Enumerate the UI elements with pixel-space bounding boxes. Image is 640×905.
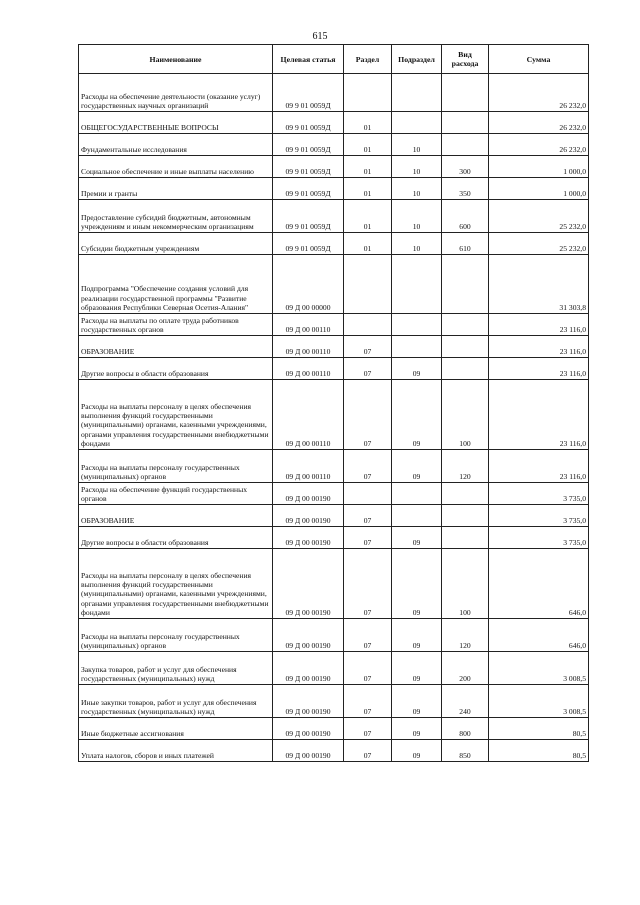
table-row [79,505,589,527]
row-name-cell: Расходы на выплаты по оплате труда работников государственных органов [79,314,273,336]
row-name-cell: Расходы на обеспечение деятельности (оказание услуг) государственных научных организаций [79,74,273,112]
row-subsection-cell [392,336,442,358]
row-amount-cell: 1 000,0 [489,178,589,200]
row-section-cell: 07 [344,450,392,483]
row-name-cell: Уплата налогов, сборов и иных платежей [79,740,273,762]
row-kind-cell [442,527,489,549]
row-subsection-cell [392,505,442,527]
row-section-cell: 07 [344,685,392,718]
row-section-cell: 01 [344,178,392,200]
row-subsection-cell: 09 [392,685,442,718]
row-subsection-cell: 09 [392,619,442,652]
row-kind-cell [442,255,489,314]
row-name-cell: Расходы на выплаты персоналу государственных (муниципальных) органов [79,619,273,652]
row-kind-cell: 100 [442,380,489,450]
row-code-cell: 09 9 01 0059Д [273,156,344,178]
row-kind-cell [442,314,489,336]
row-name-cell: ОБЩЕГОСУДАРСТВЕННЫЕ ВОПРОСЫ [79,112,273,134]
row-code-cell: 09 Д 00 00190 [273,483,344,505]
row-subsection-cell: 10 [392,233,442,255]
row-section-cell: 07 [344,527,392,549]
row-amount-cell: 80,5 [489,718,589,740]
row-name-cell: Фундаментальные исследования [79,134,273,156]
row-code-cell: 09 Д 00 00190 [273,619,344,652]
table-row [79,652,589,685]
row-kind-cell: 800 [442,718,489,740]
row-section-cell [344,314,392,336]
row-amount-cell: 31 303,8 [489,255,589,314]
table-row [79,718,589,740]
row-name-cell: Социальное обеспечение и иные выплаты населению [79,156,273,178]
table-row [79,200,589,233]
row-section-cell: 07 [344,718,392,740]
row-code-cell: 09 Д 00 00000 [273,255,344,314]
row-name-cell: Закупка товаров, работ и услуг для обеспечения государственных (муниципальных) нужд [79,652,273,685]
row-amount-cell: 23 116,0 [489,358,589,380]
row-name-cell: ОБРАЗОВАНИЕ [79,336,273,358]
table-row [79,450,589,483]
row-section-cell: 01 [344,233,392,255]
row-section-cell: 07 [344,549,392,619]
row-section-cell: 01 [344,200,392,233]
row-code-cell: 09 9 01 0059Д [273,200,344,233]
table-row [79,380,589,450]
row-subsection-cell [392,483,442,505]
row-kind-cell: 610 [442,233,489,255]
table-row [79,156,589,178]
row-kind-cell [442,134,489,156]
row-code-cell: 09 9 01 0059Д [273,233,344,255]
row-code-cell: 09 Д 00 00190 [273,527,344,549]
row-name-cell: Премии и гранты [79,178,273,200]
row-name-cell: Другие вопросы в области образования [79,358,273,380]
row-amount-cell: 26 232,0 [489,112,589,134]
row-subsection-cell [392,74,442,112]
row-amount-cell: 26 232,0 [489,74,589,112]
row-section-cell: 07 [344,740,392,762]
row-amount-cell: 3 735,0 [489,505,589,527]
row-code-cell: 09 Д 00 00190 [273,685,344,718]
row-section-cell: 01 [344,134,392,156]
table-row [79,255,589,314]
row-subsection-cell: 09 [392,549,442,619]
table-row [79,619,589,652]
row-section-cell: 07 [344,652,392,685]
row-code-cell: 09 Д 00 00190 [273,549,344,619]
row-amount-cell: 25 232,0 [489,200,589,233]
row-kind-cell [442,74,489,112]
row-kind-cell: 240 [442,685,489,718]
row-name-cell: Подпрограмма "Обеспечение создания условий для реализации государственной программы "Развитие образования Республики Северная Осетия-Алания" [79,255,273,314]
row-subsection-cell: 09 [392,718,442,740]
row-amount-cell: 25 232,0 [489,233,589,255]
table-row [79,527,589,549]
row-kind-cell [442,483,489,505]
header-code: Целевая статья [273,45,344,74]
row-kind-cell: 300 [442,156,489,178]
row-kind-cell: 120 [442,450,489,483]
table-row [79,483,589,505]
row-subsection-cell: 09 [392,380,442,450]
row-name-cell: Субсидии бюджетным учреждениям [79,233,273,255]
row-subsection-cell [392,314,442,336]
table-row [79,178,589,200]
row-subsection-cell: 10 [392,200,442,233]
row-code-cell: 09 Д 00 00190 [273,740,344,762]
row-amount-cell: 23 116,0 [489,336,589,358]
row-code-cell: 09 Д 00 00110 [273,450,344,483]
row-name-cell: Иные бюджетные ассигнования [79,718,273,740]
row-subsection-cell: 09 [392,740,442,762]
row-code-cell: 09 Д 00 00110 [273,314,344,336]
row-name-cell: Расходы на выплаты персоналу в целях обеспечения выполнения функций государственными (муниципальными) органами, казенными учреждениями, органами управления государственными внебюджетными фондами [79,549,273,619]
row-kind-cell: 200 [442,652,489,685]
table-row [79,112,589,134]
row-kind-cell: 100 [442,549,489,619]
row-code-cell: 09 9 01 0059Д [273,178,344,200]
header-amount: Сумма [489,45,589,74]
row-section-cell [344,74,392,112]
table-header-row [79,45,589,74]
table-row [79,134,589,156]
row-kind-cell [442,112,489,134]
row-subsection-cell [392,112,442,134]
row-code-cell: 09 Д 00 00190 [273,652,344,685]
row-amount-cell: 26 232,0 [489,134,589,156]
row-kind-cell: 350 [442,178,489,200]
row-section-cell: 07 [344,358,392,380]
row-amount-cell: 3 008,5 [489,652,589,685]
row-code-cell: 09 Д 00 00110 [273,358,344,380]
row-code-cell: 09 9 01 0059Д [273,134,344,156]
row-section-cell: 01 [344,112,392,134]
table-row [79,233,589,255]
table-row [79,549,589,619]
row-subsection-cell: 09 [392,358,442,380]
row-amount-cell: 1 000,0 [489,156,589,178]
row-code-cell: 09 Д 00 00190 [273,718,344,740]
row-code-cell: 09 Д 00 00190 [273,505,344,527]
row-subsection-cell: 09 [392,652,442,685]
header-section: Раздел [344,45,392,74]
row-name-cell: Расходы на выплаты персоналу в целях обеспечения выполнения функций государственными (муниципальными) органами, казенными учреждениями, органами управления государственными внебюджетными фондами [79,380,273,450]
row-name-cell: Другие вопросы в области образования [79,527,273,549]
row-name-cell: Расходы на выплаты персоналу государственных (муниципальных) органов [79,450,273,483]
header-name: Наименование [79,45,273,74]
row-kind-cell: 120 [442,619,489,652]
row-subsection-cell: 10 [392,178,442,200]
table-row [79,685,589,718]
row-section-cell: 07 [344,336,392,358]
row-section-cell [344,255,392,314]
header-kind: Вид расхода [442,45,489,74]
row-code-cell: 09 Д 00 00110 [273,380,344,450]
row-code-cell: 09 Д 00 00110 [273,336,344,358]
row-subsection-cell [392,255,442,314]
row-amount-cell: 23 116,0 [489,380,589,450]
row-code-cell: 09 9 01 0059Д [273,74,344,112]
header-subsection: Подраздел [392,45,442,74]
row-code-cell: 09 9 01 0059Д [273,112,344,134]
table-row [79,336,589,358]
table-row [79,358,589,380]
row-kind-cell: 600 [442,200,489,233]
row-name-cell: Предоставление субсидий бюджетным, автономным учреждениям и иным некоммерческим организациям [79,200,273,233]
row-kind-cell [442,358,489,380]
row-subsection-cell: 10 [392,156,442,178]
row-section-cell: 07 [344,380,392,450]
row-amount-cell: 3 008,5 [489,685,589,718]
table-body [79,74,589,762]
budget-table [78,44,589,762]
row-kind-cell [442,505,489,527]
row-amount-cell: 80,5 [489,740,589,762]
row-subsection-cell: 09 [392,527,442,549]
row-amount-cell: 3 735,0 [489,527,589,549]
page-number: 615 [312,31,328,42]
table-row [79,314,589,336]
row-subsection-cell: 09 [392,450,442,483]
row-name-cell: Иные закупки товаров, работ и услуг для обеспечения государственных (муниципальных) нужд [79,685,273,718]
row-amount-cell: 23 116,0 [489,450,589,483]
row-subsection-cell: 10 [392,134,442,156]
row-section-cell: 07 [344,619,392,652]
row-name-cell: Расходы на обеспечение функций государственных органов [79,483,273,505]
row-name-cell: ОБРАЗОВАНИЕ [79,505,273,527]
row-amount-cell: 646,0 [489,549,589,619]
row-amount-cell: 646,0 [489,619,589,652]
row-amount-cell: 3 735,0 [489,483,589,505]
row-section-cell: 07 [344,505,392,527]
table-row [79,740,589,762]
row-kind-cell: 850 [442,740,489,762]
table-row [79,74,589,112]
row-section-cell: 01 [344,156,392,178]
row-amount-cell: 23 116,0 [489,314,589,336]
row-section-cell [344,483,392,505]
row-kind-cell [442,336,489,358]
